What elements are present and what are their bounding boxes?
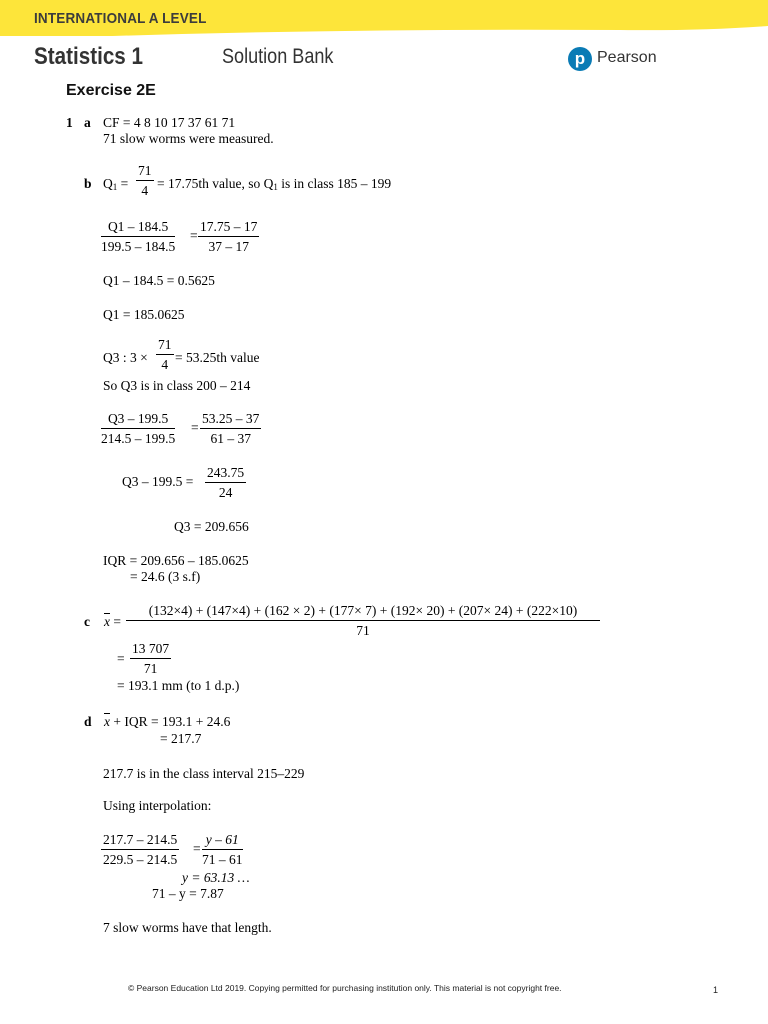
q3-position-text: = 53.25th value <box>175 350 260 365</box>
iqr-line1: IQR = 209.656 – 185.0625 <box>103 553 249 568</box>
equals-sign: = <box>191 420 199 435</box>
equals-sign: = <box>117 651 125 666</box>
q3-class: So Q3 is in class 200 – 214 <box>103 378 251 393</box>
q1-position-fraction: $\frac{71}{4}$ <box>138 163 152 198</box>
cf-line: CF = 4 8 10 17 37 61 71 <box>103 115 236 130</box>
q1-position-text: = 17.75th value, so $Q_1$ is in class 185 – 199 <box>157 176 392 192</box>
equals-sign: = <box>193 841 201 856</box>
interpolation-label: Using interpolation: <box>103 798 212 813</box>
q3-position-fraction: $\frac{71}{4}$ <box>158 337 172 372</box>
part-c-label: c <box>84 614 90 629</box>
equals-sign: = <box>190 228 198 243</box>
q1-step: Q1 – 184.5 = 0.5625 <box>103 273 215 288</box>
mean-symbol: $\overline{x}$ = <box>104 614 121 629</box>
copyright-footer: © Pearson Education Ltd 2019. Copying permitted for purchasing institution only. This material is not copyright free. <box>128 983 562 993</box>
q1-definition: $Q_1$ = <box>103 176 129 192</box>
conclusion: 7 slow worms have that length. <box>103 920 272 935</box>
q3-definition: Q3 : 3 × <box>103 350 148 365</box>
q3-interp-rhs: $\frac{53.25 - 37}{61 - 37}$ <box>202 411 260 446</box>
q3-interp-lhs: $\frac{Q3 - 199.5}{214.5 - 199.5}$ <box>101 411 176 446</box>
pearson-logo-icon: p <box>568 47 592 71</box>
measured-line: 71 slow worms were measured. <box>103 131 274 146</box>
page-number: 1 <box>713 985 719 995</box>
part-d-label: d <box>84 714 92 729</box>
difference-line: 71 – y = 7.87 <box>152 886 224 901</box>
mean-plus-iqr-result: = 217.7 <box>160 731 202 746</box>
part-b-label: b <box>84 176 92 191</box>
part-a-label: a <box>84 115 91 130</box>
question-number: 1 <box>66 115 73 130</box>
d-interp-lhs: $\frac{217.7 - 214.5}{229.5 - 214.5}$ <box>103 832 178 867</box>
d-interp-rhs: $\frac{y - 61}{71 - 61}$ <box>202 832 243 867</box>
q3-step-fraction: $\frac{243.75}{24}$ <box>207 465 245 500</box>
y-value: y = 63.13 … <box>182 870 250 885</box>
iqr-line2: = 24.6 (3 s.f) <box>130 569 201 584</box>
q1-interp-lhs: $\frac{Q1 - 184.5}{199.5 - 184.5}$ <box>101 219 176 254</box>
series-title: INTERNATIONAL A LEVEL <box>34 10 207 27</box>
q3-step-lhs: Q3 – 199.5 = <box>122 474 194 489</box>
solution-bank-label: Solution Bank <box>222 45 334 68</box>
q3-value: Q3 = 209.656 <box>174 519 249 534</box>
pearson-logo-text: Pearson <box>597 49 657 66</box>
exercise-title: Exercise 2E <box>66 82 156 99</box>
mean-sum-fraction: $\frac{13 707}{71}$ <box>132 641 170 676</box>
class-interval-line: 217.7 is in the class interval 215–229 <box>103 766 305 781</box>
mean-result: = 193.1 mm (to 1 d.p.) <box>117 678 240 693</box>
mean-plus-iqr: $\overline{x}$ + IQR = 193.1 + 24.6 <box>104 714 231 729</box>
mean-fraction: (132×4) + (147×4) + (162 × 2) + (177× 7) + (192× 20) + (207× 24) + (222×10) 71 <box>126 603 600 639</box>
q1-value: Q1 = 185.0625 <box>103 307 185 322</box>
subject-title: Statistics 1 <box>34 43 143 70</box>
q1-interp-rhs: $\frac{17.75 - 17}{37 - 17}$ <box>200 219 258 254</box>
